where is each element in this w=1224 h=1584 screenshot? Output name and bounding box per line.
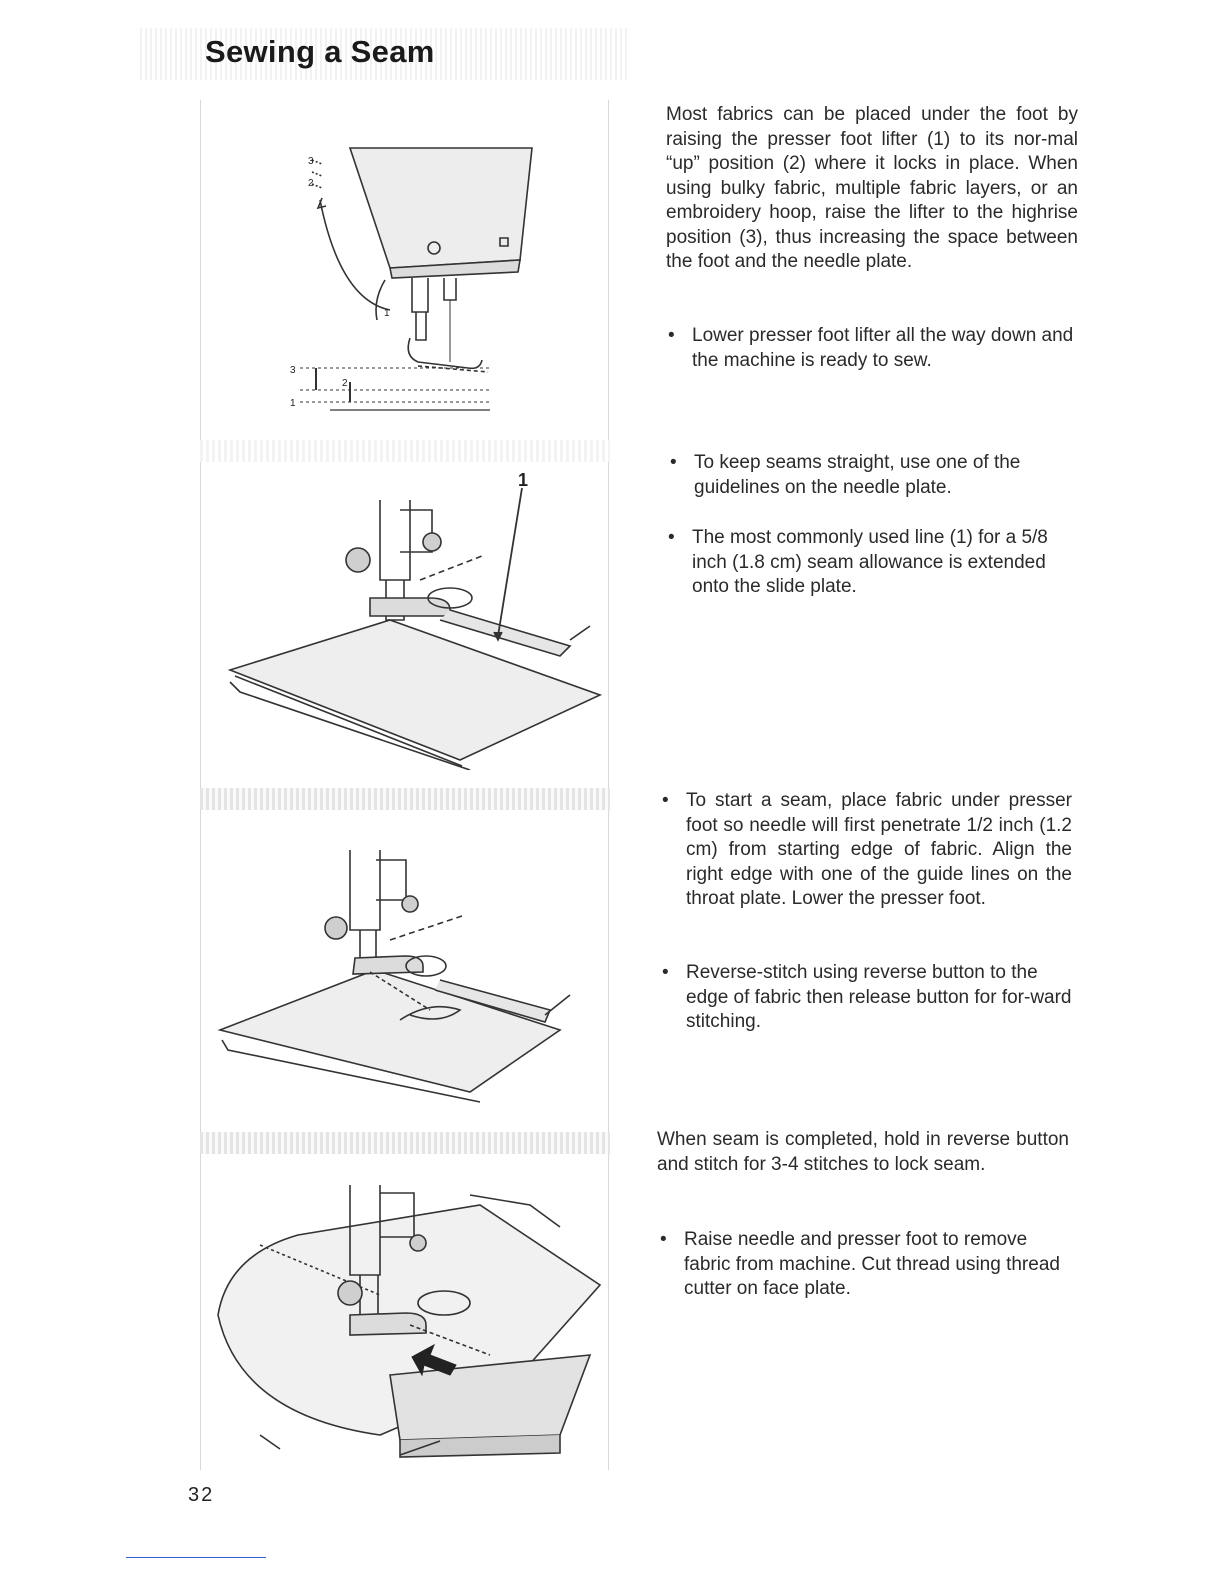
figure-divider-band bbox=[200, 1132, 610, 1154]
bullet-dot: • bbox=[660, 1229, 667, 1250]
bullet-dot: • bbox=[668, 325, 675, 346]
bullet-dot: • bbox=[668, 527, 675, 548]
bullet-dot: • bbox=[662, 790, 669, 811]
lifter-label-1: 1 bbox=[384, 308, 390, 319]
height-label-2: 2 bbox=[342, 378, 348, 389]
bullet-text: Lower presser foot lifter all the way down and the machine is ready to sew. bbox=[692, 325, 1074, 371]
bullet-text: The most commonly used line (1) for a 5/8 inch (1.8 cm) seam allowance is extended onto the slide plate. bbox=[692, 527, 1048, 597]
bullet-text: Raise needle and presser foot to remove fabric from machine. Cut thread using thread cutter on face plate. bbox=[684, 1229, 1060, 1299]
lifter-label-2: 2 bbox=[308, 178, 314, 189]
bullet-start-seam bbox=[662, 789, 1072, 912]
figure-finish-seam bbox=[200, 1165, 610, 1465]
figure-seam-guideline bbox=[200, 470, 610, 770]
completed-paragraph: When seam is completed, hold in reverse button and stitch for 3-4 stitches to lock seam. bbox=[657, 1129, 1069, 1175]
footer-rule bbox=[126, 1557, 266, 1558]
bullet-keep-seams-straight bbox=[670, 451, 1080, 500]
figure-divider-band bbox=[200, 788, 610, 810]
figure-presser-foot-lifter bbox=[200, 100, 610, 430]
bullet-common-line bbox=[668, 526, 1078, 600]
bullet-dot: • bbox=[662, 962, 669, 983]
bullet-text: To keep seams straight, use one of the guidelines on the needle plate. bbox=[694, 452, 1021, 498]
figure-start-seam bbox=[200, 830, 610, 1110]
height-label-3: 3 bbox=[290, 365, 296, 376]
bullet-raise-needle bbox=[660, 1228, 1070, 1302]
height-label-1: 1 bbox=[290, 398, 296, 409]
guideline-label-1: 1 bbox=[518, 470, 529, 490]
bullet-dot: • bbox=[670, 452, 677, 473]
bullet-text: Reverse-stitch using reverse button to the edge of fabric then release button for for-ward stitching. bbox=[686, 962, 1072, 1032]
lifter-label-3: 3 bbox=[308, 156, 314, 167]
page-number: 32 bbox=[188, 1484, 215, 1506]
figure-divider-band bbox=[200, 440, 610, 462]
bullet-lower-presser-foot bbox=[668, 324, 1078, 373]
bullet-reverse-stitch bbox=[662, 961, 1072, 1035]
intro-paragraph: Most fabrics can be placed under the foot by raising the presser foot lifter (1) to its nor-mal “up” position (2) where it locks in place. When using bulky fabric, multiple fabric layers, or an embroidery hoop, raise the lifter to the highrise position (3), thus increasing the space between the foot and the needle plate. bbox=[666, 104, 1078, 272]
bullet-text: To start a seam, place fabric under presser foot so needle will first penetrate 1/2 inch (1.2 cm) from starting edge of fabric. Align the right edge with one of the guide lines on the throat plate. Lower the presser foot. bbox=[686, 790, 1072, 909]
page-title: Sewing a Seam bbox=[205, 34, 435, 69]
